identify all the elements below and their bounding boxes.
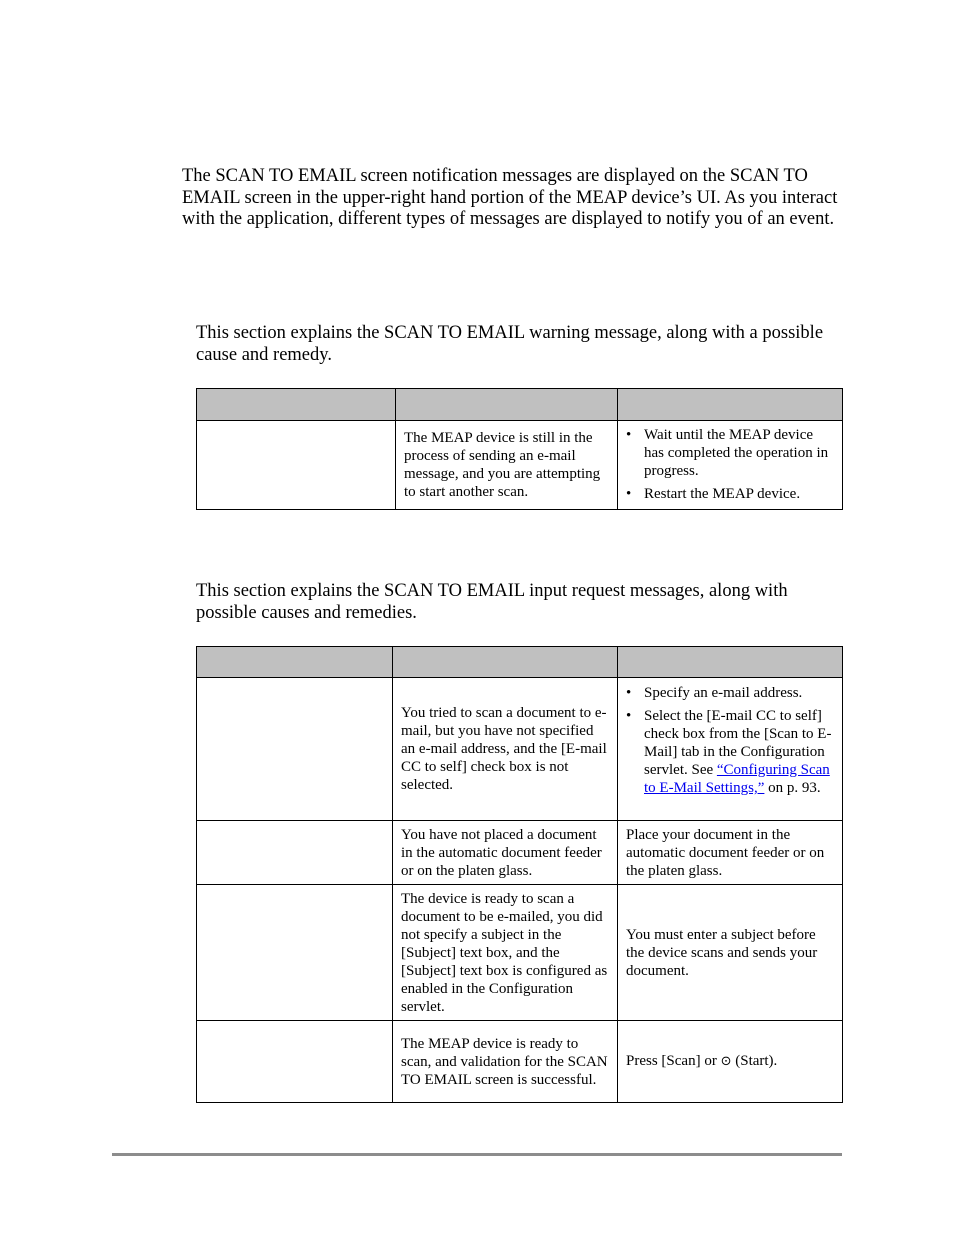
- header-cause: [396, 389, 618, 421]
- cause-cell: The device is ready to scan a document to be e-mailed, you did not specify a subject in the [Subject] text box, and the [Subject] text box is configured as enabled in the Configuration servlet.: [393, 885, 618, 1021]
- input-request-table: [196, 646, 843, 1103]
- remedy-list: [626, 684, 834, 797]
- remedy-cell: Press [Scan] or ⊙ (Start).: [618, 1021, 843, 1103]
- list-item: • Specify an e-mail address.: [626, 684, 834, 702]
- warning-message-table: [196, 388, 843, 510]
- cause-cell: You have not placed a document in the automatic document feeder or on the platen glass.: [393, 821, 618, 885]
- table-header-row: [197, 647, 843, 678]
- list-item: • Select the [E-mail CC to self] check box from the [Scan to E-Mail] tab in the Configuration servlet. See “Configuring Scan to E-Mail Settings,” on p. 93.: [626, 707, 834, 797]
- cause-cell: The MEAP device is still in the process of sending an e-mail message, and you are attempting to start another scan.: [396, 421, 618, 510]
- header-message: [197, 647, 393, 678]
- configuring-scan-to-email-link[interactable]: “Configuring Scan to E-Mail Settings,”: [644, 762, 830, 796]
- table-row: [197, 821, 843, 885]
- remedy-cell: You must enter a subject before the device scans and sends your document.: [618, 885, 843, 1021]
- message-cell: [197, 1021, 393, 1103]
- start-icon: ⊙: [720, 1054, 732, 1069]
- intro-paragraph: The SCAN TO EMAIL screen notification messages are displayed on the SCAN TO EMAIL screen in the upper-right hand portion of the MEAP device’s UI. As you interact with the application, different types of messages are displayed to notify you of an event.: [182, 166, 838, 229]
- header-remedy: [618, 389, 843, 421]
- table-header-row: [197, 389, 843, 421]
- header-cause: [393, 647, 618, 678]
- message-cell: [197, 885, 393, 1021]
- cause-cell: The MEAP device is ready to scan, and validation for the SCAN TO EMAIL screen is successful.: [393, 1021, 618, 1103]
- table-row: [197, 1021, 843, 1103]
- remedy-list: [626, 426, 834, 503]
- list-item: • Restart the MEAP device.: [626, 485, 834, 503]
- cause-cell: You tried to scan a document to e-mail, but you have not specified an e-mail address, and the [E-mail CC to self] check box is not selected.: [393, 678, 618, 821]
- input-section-intro: This section explains the SCAN TO EMAIL input request messages, along with possible causes and remedies.: [196, 581, 788, 623]
- table-row: [197, 885, 843, 1021]
- message-cell: [197, 678, 393, 821]
- table-row: [197, 421, 843, 510]
- remedy-cell: [618, 678, 843, 821]
- footer-divider: [112, 1153, 842, 1156]
- message-cell: [197, 821, 393, 885]
- table-row: [197, 678, 843, 821]
- warning-section-intro: This section explains the SCAN TO EMAIL warning message, along with a possible cause and remedy.: [196, 323, 824, 365]
- list-item: • Wait until the MEAP device has completed the operation in progress.: [626, 426, 834, 480]
- header-remedy: [618, 647, 843, 678]
- remedy-cell: [618, 421, 843, 510]
- remedy-cell: Place your document in the automatic document feeder or on the platen glass.: [618, 821, 843, 885]
- message-cell: [197, 421, 396, 510]
- header-message: [197, 389, 396, 421]
